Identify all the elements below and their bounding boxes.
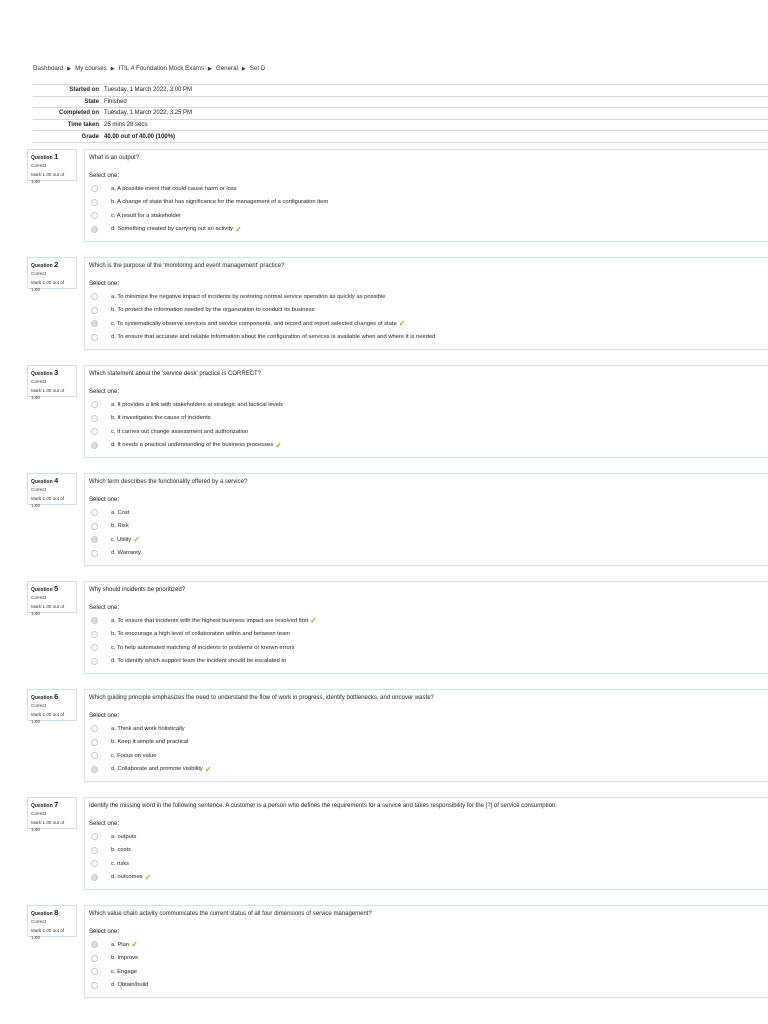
radio-button[interactable] [91,199,98,206]
question-number-value: 3 [54,368,59,377]
summary-value: Tuesday, 1 March 2022, 3:25 PM [104,108,768,120]
radio-button[interactable] [91,955,98,962]
answer-label: b. Improve [111,955,139,962]
question-state: Correct [31,811,47,816]
summary-row-started [33,85,768,97]
select-one-prompt: Select one: [89,389,120,395]
question-state: Correct [31,703,47,708]
answer-option[interactable] [89,844,766,858]
answer-list [89,182,766,236]
check-icon: ✓ [310,616,317,626]
question-content [84,581,768,674]
question-state: Correct [31,271,47,276]
question-info [27,473,77,508]
radio-button[interactable] [91,212,98,219]
attempt-summary-table [33,84,768,143]
question-grade: Mark 1.00 out of 1.00 [31,604,65,616]
question-text: Identify the missing word in the following sentence. A customer is a person who defines the requirements for a service and takes responsibility for the [?] of service consumption. [89,803,557,809]
question-label: Question [31,695,53,701]
answer-label: b. To encourage a high level of collaboration within and between team [111,631,291,638]
radio-button[interactable] [91,509,98,516]
question-number [31,584,73,593]
answer-option[interactable] [89,533,766,547]
question-label: Question [31,587,53,593]
question-number [31,476,73,485]
summary-value: 40.00 out of 40.00 (100%) [104,131,768,143]
answer-option[interactable] [89,736,766,750]
answer-label: d. outcomes [111,874,143,881]
answer-option[interactable] [89,439,766,453]
question-number [31,908,73,917]
radio-button[interactable] [91,941,98,948]
radio-button[interactable] [91,982,98,989]
answer-label: a. Think and work holistically [111,725,185,732]
radio-button[interactable] [91,833,98,840]
radio-button[interactable] [91,428,98,435]
radio-button[interactable] [91,293,98,300]
summary-row-time [33,119,768,131]
question-number-value: 6 [54,692,59,701]
answer-option[interactable] [89,749,766,763]
answer-option[interactable] [89,830,766,844]
answer-label: a. To minimize the negative impact of incidents by restoring normal service operation as quickly as possible [111,293,386,300]
summary-row-completed [33,108,768,120]
question-text: Which guiding principle emphasizes the need to understand the flow of work in progress, identify bottlenecks, and uncover waste? [89,695,434,701]
question-info [27,365,77,400]
summary-row-state [33,96,768,108]
question-text: Which term describes the functionality offered by a service? [89,479,248,485]
answer-label: d. To ensure that accurate and reliable information about the configuration of services is available when and where it is needed [111,334,436,341]
question-info [27,149,77,184]
answer-list [89,830,766,884]
radio-button[interactable] [91,631,98,638]
answer-option[interactable] [89,520,766,534]
answer-label: d. To identify which support team the incident should be escalated to [111,658,287,665]
radio-button[interactable] [91,658,98,665]
question-state: Correct [31,595,47,600]
question-number-value: 7 [54,800,59,809]
check-icon: ✓ [275,440,282,450]
question-label: Question [31,479,53,485]
answer-label: d. Obtain/build [111,982,149,989]
select-one-prompt: Select one: [89,605,120,611]
question-info [27,689,77,724]
answer-option[interactable] [89,722,766,736]
radio-button[interactable] [91,860,98,867]
radio-button[interactable] [91,226,98,233]
triangle-right-icon: ▶ [67,65,72,72]
question-text: Which statement about the 'service desk' practice is CORRECT? [89,371,262,377]
summary-label: State [33,96,104,108]
question-info [27,797,77,832]
radio-button[interactable] [91,725,98,732]
answer-option[interactable] [89,182,766,196]
select-one-prompt: Select one: [89,821,120,827]
answer-label: a. Cost [111,509,130,516]
answer-label: c. Focus on value [111,752,157,759]
question-content [84,905,768,998]
answer-label: d. Warranty [111,550,141,557]
radio-button[interactable] [91,874,98,881]
question-content [84,689,768,782]
answer-label: c. Engage [111,968,138,975]
question-grade: Mark 1.00 out of 1.00 [31,280,65,292]
answer-list [89,290,766,344]
radio-button[interactable] [91,401,98,408]
answer-option[interactable] [89,965,766,979]
question-number [31,692,73,701]
radio-button[interactable] [91,320,98,327]
answer-option[interactable] [89,655,766,669]
question-label: Question [31,155,53,161]
question-content [84,473,768,566]
question-number-value: 8 [54,908,59,917]
answer-list [89,398,766,452]
breadcrumb-set-d[interactable]: Set D [249,65,266,72]
answer-label: a. Plan [111,941,130,948]
summary-label: Grade [33,131,104,143]
answer-label: a. A possible event that could cause harm or loss [111,185,237,192]
answer-option[interactable] [89,979,766,993]
answer-option[interactable] [89,547,766,561]
answer-label: c. risks [111,860,130,867]
radio-button[interactable] [91,739,98,746]
question-number-value: 4 [54,476,59,485]
answer-label: b. costs [111,847,131,854]
breadcrumb-general[interactable]: General [215,65,238,72]
question-grade: Mark 1.00 out of 1.00 [31,712,65,724]
answer-option[interactable] [89,506,766,520]
answer-option[interactable] [89,412,766,426]
summary-label: Completed on [33,108,104,120]
answer-option[interactable] [89,223,766,237]
question-info [27,905,77,940]
answer-option[interactable] [89,641,766,655]
answer-label: b. Risk [111,523,129,530]
answer-label: c. A result for a stakeholder [111,212,181,219]
summary-value: 25 mins 28 secs [104,119,768,131]
question-info [27,581,77,616]
answer-option[interactable] [89,209,766,223]
radio-button[interactable] [91,968,98,975]
answer-option[interactable] [89,614,766,628]
question-number [31,260,73,269]
question-grade: Mark 1.00 out of 1.00 [31,172,65,184]
check-icon: ✓ [133,535,140,545]
question-text: Why should incidents be prioritized? [89,587,186,593]
radio-button[interactable] [91,644,98,651]
question-number-value: 1 [54,152,59,161]
select-one-prompt: Select one: [89,929,120,935]
summary-label: Started on [33,85,104,97]
radio-button[interactable] [91,752,98,759]
breadcrumb-course[interactable]: ITIL 4 Foundation Mock Exams [118,65,205,72]
question-info [27,257,77,292]
answer-label: c. It carries out change assessment and authorization [111,428,249,435]
question-grade: Mark 1.00 out of 1.00 [31,820,65,832]
answer-label: a. outputs [111,833,137,840]
answer-label: d. It needs a practical understanding of the business processes [111,442,274,449]
check-icon: ✓ [131,940,138,950]
question-grade: Mark 1.00 out of 1.00 [31,496,65,508]
answer-label: d. Collaborate and promote visibility [111,766,203,773]
answer-list [89,506,766,560]
answer-option[interactable] [89,290,766,304]
question-state: Correct [31,919,47,924]
answer-label: d. Something created by carrying out an activity [111,226,234,233]
question-number-value: 5 [54,584,59,593]
question-content [84,797,768,890]
question-state: Correct [31,163,47,168]
answer-label: c. Utility [111,536,132,543]
answer-label: c. To help automated matching of incidents to problems or known errors [111,644,295,651]
answer-option[interactable] [89,331,766,345]
select-one-prompt: Select one: [89,173,120,179]
answer-label: b. Keep it simple and practical [111,739,189,746]
breadcrumb-dashboard[interactable]: Dashboard [33,65,64,72]
radio-button[interactable] [91,307,98,314]
answer-label: b. A change of state that has significance for the management of a configuration item [111,199,329,206]
question-number [31,152,73,161]
question-label: Question [31,911,53,917]
select-one-prompt: Select one: [89,713,120,719]
answer-list [89,614,766,668]
summary-label: Time taken [33,119,104,131]
question-text: What is an output? [89,155,140,161]
answer-label: b. To protect the information needed by the organization to conduct its business [111,307,315,314]
radio-button[interactable] [91,334,98,341]
answer-list [89,722,766,776]
answer-option[interactable] [89,857,766,871]
answer-option[interactable] [89,763,766,777]
question-label: Question [31,263,53,269]
answer-list [89,938,766,992]
radio-button[interactable] [91,550,98,557]
answer-option[interactable] [89,398,766,412]
question-state: Correct [31,379,47,384]
question-grade: Mark 1.00 out of 1.00 [31,928,65,940]
radio-button[interactable] [91,415,98,422]
question-grade: Mark 1.00 out of 1.00 [31,388,65,400]
check-icon: ✓ [144,872,152,882]
check-icon: ✓ [398,319,406,329]
radio-button[interactable] [91,536,98,543]
triangle-right-icon: ▶ [208,65,212,72]
question-label: Question [31,803,53,809]
answer-option[interactable] [89,304,766,318]
question-content [84,149,768,242]
check-icon: ✓ [204,764,212,774]
answer-option[interactable] [89,871,766,885]
radio-button[interactable] [91,766,98,773]
triangle-right-icon: ▶ [110,65,115,72]
answer-option[interactable] [89,952,766,966]
question-state: Correct [31,487,47,492]
answer-option[interactable] [89,317,766,331]
answer-option[interactable] [89,938,766,952]
summary-value: Tuesday, 1 March 2022, 3:00 PM [104,85,768,97]
radio-button[interactable] [91,617,98,624]
answer-label: a. To ensure that incidents with the highest business impact are resolved first [111,617,309,624]
answer-label: c. To systematically observe services and service components, and record and report selected changes of state [111,320,397,327]
question-content [84,257,768,350]
question-number [31,800,73,809]
radio-button[interactable] [91,847,98,854]
question-number-value: 2 [54,260,59,269]
radio-button[interactable] [91,442,98,449]
answer-label: a. It provides a link with stakeholders at strategic and tactical levels [111,401,284,408]
summary-value: Finished [104,96,768,108]
question-text: Which is the purpose of the 'monitoring and event management' practice? [89,263,285,269]
triangle-right-icon: ▶ [241,65,246,72]
answer-option[interactable] [89,196,766,210]
question-number [31,368,73,377]
summary-row-grade [33,131,768,143]
select-one-prompt: Select one: [89,281,120,287]
answer-option[interactable] [89,425,766,439]
question-content [84,365,768,458]
check-icon: ✓ [235,224,242,234]
question-label: Question [31,371,53,377]
select-one-prompt: Select one: [89,497,120,503]
question-text: Which value chain activity communicates the current status of all four dimensions of service management? [89,911,372,917]
radio-button[interactable] [91,523,98,530]
breadcrumb-my-courses[interactable]: My courses [75,65,107,72]
answer-label: b. It investigates the cause of incidents [111,415,211,422]
breadcrumb [33,65,265,72]
radio-button[interactable] [91,185,98,192]
answer-option[interactable] [89,628,766,642]
